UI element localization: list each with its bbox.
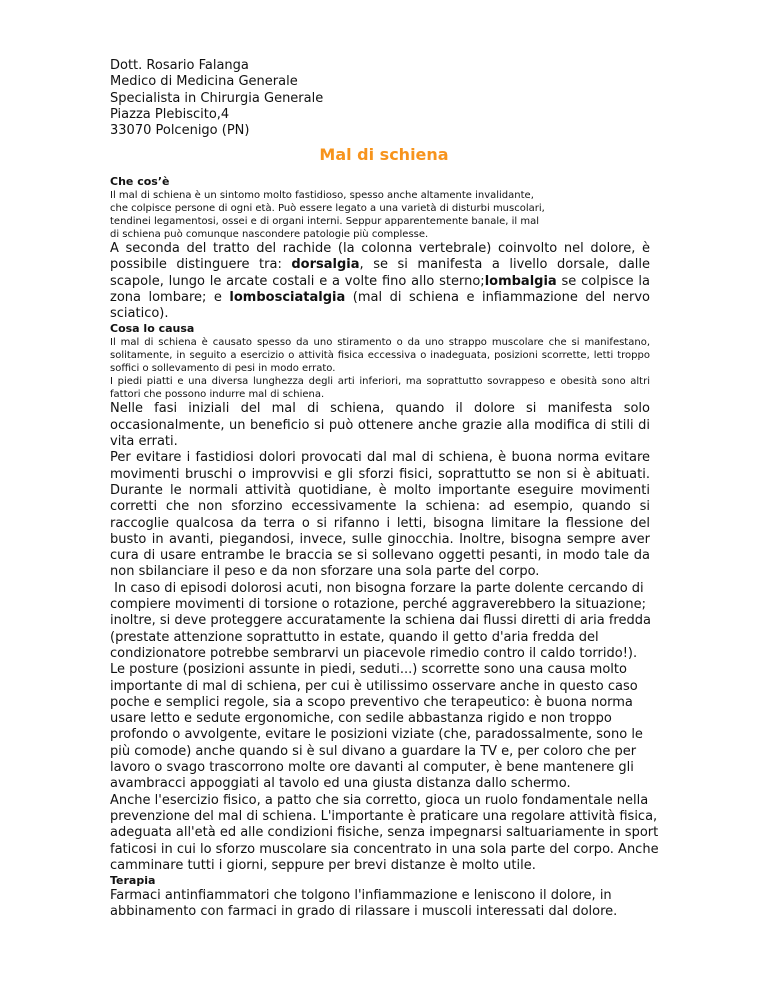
section-heading-cause: Cosa lo causa <box>110 322 195 336</box>
cause-line: prevenzione del mal di schiena. L'importante è praticare una regolare attività fisica, <box>110 808 658 824</box>
author-name: Dott. Rosario Falanga <box>110 58 249 73</box>
cause-line: faticosi in cui lo sforzo muscolare sia concentrato in una sola parte del corpo. Anche <box>110 841 659 857</box>
cause-line: inoltre, si deve proteggere accuratamente la schiena dai flussi diretti di aria fredda <box>110 613 651 629</box>
cause-line: lavoro o svago trascorrono molte ore davanti al computer, è bene mantenere gli <box>110 760 634 776</box>
what-small-line: tendinei legamentosi, ossei e di organi interni. Seppur apparentemente banale, il mal <box>110 216 540 227</box>
cause-line: condizionatore potrebbe sembrarvi un piacevole rimedio contro il caldo torrido!). <box>110 645 638 661</box>
what-small-line: di schiena può comunque nascondere patologie più complesse. <box>110 229 429 240</box>
author-specialty: Specialista in Chirurgia Generale <box>110 90 324 106</box>
author-city: 33070 Polcenigo (PN) <box>110 123 250 139</box>
cause-line: usare letto e sedute ergonomiche, con sedile abbastanza rigido e non troppo <box>110 711 612 727</box>
cause-line: In caso di episodi dolorosi acuti, non bisogna forzare la parte dolente cercando di <box>110 580 644 596</box>
cause-line: avambracci appoggiati al tavolo ed una giusta distanza dallo schermo. <box>110 776 571 792</box>
what-large-text: (mal di schiena e infiammazione del nervo sciatico). <box>110 289 650 322</box>
cause-large-paragraph <box>110 580 659 874</box>
therapy-line: abbinamento con farmaci in grado di rilassare i muscoli interessati dal dolore. <box>110 904 618 920</box>
section-heading-what: Che cos’è <box>110 175 170 188</box>
what-large-text: se colpisce la zona lombare; e <box>110 273 650 305</box>
cause-line: (prestate attenzione soprattutto in estate, quando il getto d'aria fredda del <box>110 629 599 645</box>
cause-line: Le posture (posizioni assunte in piedi, seduti...) scorrette sono una causa molto <box>110 662 627 678</box>
cause-small-paragraph: Il mal di schiena è causato spesso da uno stiramento o da uno strappo muscolare che si manifestano, solitamente, in seguito a esercizio o attività fisica eccessiva o inadeguata, posizioni scorrette, letti troppo soffici o sollevamento di pesi in modo errato. <box>110 337 650 375</box>
what-small-line: che colpisce persone di ogni età. Può essere legato a una varietà di disturbi muscolari, <box>110 203 545 214</box>
cause-line: camminare tutti i giorni, seppure per brevi distanze è molto utile. <box>110 857 536 873</box>
cause-large-paragraph: Nelle fasi iniziali del mal di schiena, quando il dolore si manifesta solo occasionalmente, un beneficio si può ottenere anche grazie alla modifica di stili di vita errati. <box>110 401 650 450</box>
author-address-block <box>110 58 510 139</box>
cause-line: compiere movimenti di torsione o rotazione, perché aggraverebbero la situazione; <box>110 597 647 613</box>
section-heading-therapy: Terapia <box>110 874 156 888</box>
what-large-text: , se si manifesta a livello dorsale, dalle scapole, lungo le arcate costali e a volte fino allo sterno; <box>110 257 651 289</box>
author-street: Piazza Plebiscito,4 <box>110 106 230 122</box>
therapy-line: Farmaci antinfiammatori che tolgono l'infiammazione e leniscono il dolore, in <box>110 888 612 904</box>
cause-small-paragraph: I piedi piatti e una diversa lunghezza degli arti inferiori, ma soprattutto sovrappeso e obesità sono altri fattori che possono indurre mal di schiena. <box>110 376 650 401</box>
what-large-text: A seconda del tratto del rachide (la colonna vertebrale) coinvolto nel dolore, è possibile distinguere tra: <box>110 241 650 273</box>
term-lombosciatalgia: lombosciatalgia <box>229 289 346 305</box>
term-dorsalgia: dorsalgia <box>291 257 360 273</box>
cause-line: profondo o avvolgente, evitare le posizioni viziate (che, paradossalmente, sono le <box>110 727 643 743</box>
cause-line: poche e semplici regole, sia a scopo preventivo che terapeutico: è buona norma <box>110 694 633 710</box>
cause-line: Anche l'esercizio fisico, a patto che sia corretto, gioca un ruolo fondamentale nella <box>110 792 649 808</box>
what-small-line: Il mal di schiena è un sintomo molto fastidioso, spesso anche altamente invalidante, <box>110 190 534 201</box>
what-large-paragraph <box>110 241 650 322</box>
cause-line: adeguata all'età ed alle condizioni fisiche, senza impegnarsi saltuariamente in sport <box>110 825 659 841</box>
document-body <box>110 175 659 921</box>
therapy-paragraph <box>110 888 650 921</box>
term-lombalgia: lombalgia <box>484 273 557 289</box>
cause-line: più comode) anche quando si è sul divano a guardare la TV e, per coloro che per <box>110 743 637 759</box>
author-role: Medico di Medicina Generale <box>110 74 298 90</box>
cause-line: importante di mal di schiena, per cui è utilissimo osservare anche in questo caso <box>110 678 638 694</box>
what-small-paragraph <box>110 189 650 241</box>
document-title: Mal di schiena <box>319 145 449 164</box>
cause-large-paragraph: Per evitare i fastidiosi dolori provocati dal mal di schiena, è buona norma evitare movimenti bruschi o improvvisi e gli sforzi fisici, soprattutto se non si è abituati. Durante le normali attività quotidiane, è molto importante eseguire movimenti corretti che non sforzino eccessivamente la schiena: ad esempio, quando si raccoglie qualcosa da terra o si rifanno i letti, bisogna limitare la flessione del busto in avanti, piegandosi, invece, sulle ginocchia. Inoltre, bisogna sempre aver cura di usare entrambe le braccia se si sollevano oggetti pesanti, in modo tale da non sbilanciare il peso e da non sforzare una sola parte del corpo. <box>110 450 650 580</box>
